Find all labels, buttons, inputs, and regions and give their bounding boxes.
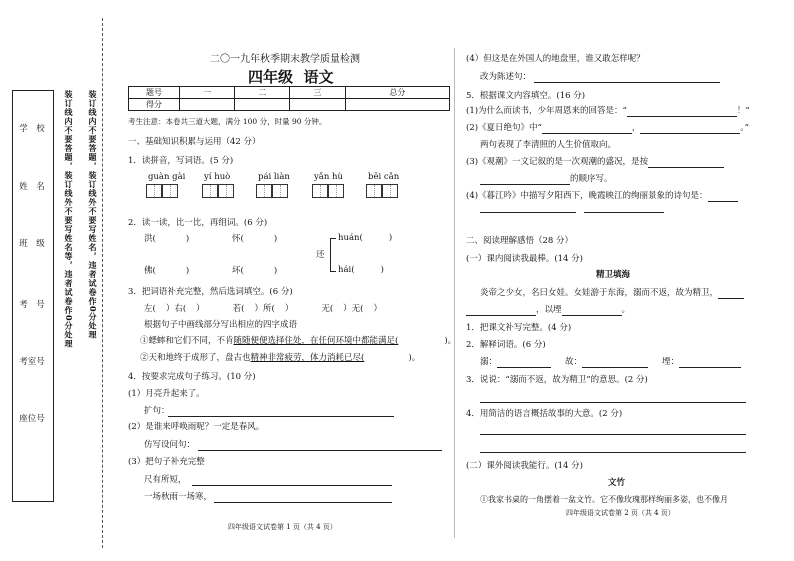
q2-char-b-close: ) (273, 234, 278, 244)
binder-field-class: 班 级 (19, 239, 45, 249)
binder-field-seat: 座位号 (19, 414, 45, 424)
char-box[interactable] (382, 184, 398, 198)
reading-q4-answer-line-1[interactable] (480, 434, 746, 435)
q2-char-a (144, 234, 189, 245)
exam-notice: 考生注意：本卷共三道大题，满分 100 分，时量 90 分钟。 (128, 117, 327, 126)
q4-2-answer-line[interactable] (198, 450, 442, 451)
question-1: 1．读拼音，写词语。(5 分) (128, 156, 234, 166)
binder-field-exam-number: 考 号 (19, 300, 45, 310)
q2-char-d-text: 坏( (232, 266, 244, 276)
score-cell[interactable] (180, 99, 235, 111)
q5-2-close: 。” (740, 123, 750, 133)
q2-char-a-text: 洪( (144, 234, 156, 244)
binder-warning-2: 装订线内不要答题，装订线外不要写姓名，违者试卷作0分处理 (88, 90, 98, 340)
binder-strip (8, 60, 108, 530)
q2-huan-char: 还 (316, 250, 325, 260)
q3-s2-close: )。 (408, 353, 421, 363)
char-box[interactable] (256, 184, 272, 198)
q3-word-part: 无( (321, 304, 334, 314)
word-gu: 故： (565, 357, 583, 367)
q3-word-part: ）右( (165, 304, 187, 314)
q3-sentence-1 (140, 336, 456, 347)
q3-word-part: ）无( (343, 304, 364, 314)
score-cell[interactable] (235, 99, 290, 111)
q2-huan1-close: ) (388, 233, 393, 243)
q3-sentence-2 (140, 353, 420, 364)
q2-huan-2 (338, 265, 384, 276)
q3-word-part: 左( (144, 304, 156, 314)
question-4: 4．按要求完成句子练习。(10 分) (128, 372, 256, 382)
q3-word-part: 若( (232, 304, 245, 314)
char-box[interactable] (162, 184, 178, 198)
q5-4-blank-3[interactable] (584, 212, 664, 213)
binder-field-name: 姓 名 (19, 182, 45, 192)
q2-char-c-close: ) (185, 266, 190, 276)
score-header: 一 (180, 87, 235, 99)
score-table (128, 86, 450, 111)
q4-3-a-answer-line[interactable] (192, 485, 392, 486)
q3-word-part: ） (196, 304, 205, 314)
binder-fields-box (12, 90, 54, 502)
word-yin-blank[interactable] (679, 367, 741, 368)
pinyin-4: yǎn hù (314, 172, 343, 182)
score-cell[interactable] (345, 99, 449, 111)
q5-3-close: 的顺序写。 (570, 174, 613, 184)
score-header: 题号 (129, 87, 180, 99)
binder-warning-1: 装订线内不要答题，装订线外不要写姓名等，违者试卷作0分处理 (64, 90, 74, 349)
page-1-footer: 四年级语文试卷第 1 页（共 4 页） (228, 523, 337, 531)
q5-1 (466, 106, 750, 117)
essay-title: 文竹 (608, 478, 626, 488)
q4-1-answer-line[interactable] (168, 416, 394, 417)
score-row-label: 得分 (129, 99, 180, 111)
char-box[interactable] (146, 184, 162, 198)
q4-3-a: 尺有所短， (144, 475, 187, 485)
q2-brace (330, 238, 336, 272)
pinyin-grid-4[interactable] (312, 184, 344, 198)
score-header: 三 (290, 87, 345, 99)
poem-line-2-text: ，以堙 (536, 305, 562, 315)
reading-q4-answer-line-2[interactable] (480, 452, 746, 453)
poem-line-1-text: 炎帝之少女，名曰女娃。女娃游于东海，溺而不返，故为精卫， (480, 288, 719, 298)
q4-4-answer-line[interactable] (534, 82, 720, 83)
q3-word-part: ） (373, 304, 383, 314)
reading-q3-answer-line[interactable] (480, 402, 746, 403)
word-yin: 堙： (662, 357, 680, 367)
poem-blank-1[interactable] (718, 298, 744, 299)
pinyin-grid-5[interactable] (366, 184, 398, 198)
q5-4-blank-2[interactable] (480, 212, 576, 213)
q2-huan2-close: ) (380, 265, 384, 275)
binder-cut-line (102, 18, 103, 548)
pinyin-2: yí huò (204, 172, 231, 182)
page-2-footer: 四年级语文试卷第 2 页（共 4 页） (566, 509, 675, 517)
q2-char-b (232, 234, 277, 245)
pinyin-5: bēi cǎn (368, 172, 400, 182)
score-header: 总分 (345, 87, 449, 99)
q3-hint: 根据句子中画线部分写出相应的四字成语 (144, 320, 298, 330)
q4-1-label: 扩句： (144, 406, 170, 416)
binder-field-exam-room: 考室号 (19, 357, 45, 367)
q5-3 (466, 157, 724, 168)
exam-subtitle: 四年级 语文 (248, 68, 334, 86)
char-box[interactable] (366, 184, 382, 198)
q2-huan-1 (338, 233, 392, 244)
question-3: 3．把词语补充完整，然后选词填空。(6 分) (128, 287, 293, 297)
reading-sub-2: (二）课外阅读我能行。(14 分) (466, 461, 583, 471)
q2-huan2-text: hái( (338, 265, 355, 275)
q2-char-d-close: ) (273, 266, 278, 276)
score-cell[interactable] (290, 99, 345, 111)
pinyin-grid-3[interactable] (256, 184, 288, 198)
poem-line-2-end: 。 (621, 305, 631, 315)
word-gu-blank[interactable] (582, 367, 648, 368)
binder-field-school: 学 校 (19, 124, 45, 134)
q3-s2-lead: ②天和地终于成形了，盘古也 (140, 353, 251, 363)
q3-s1-underlined: 随随便便选择住处，在任何环境中都能满足( (233, 336, 399, 346)
poem-line-1 (480, 288, 744, 299)
q4-3-b: 一场秋雨一场寒， (144, 492, 213, 502)
q2-huan1-text: huán( (338, 233, 363, 243)
q5-2 (466, 123, 749, 134)
q3-s1-close: )。 (444, 336, 457, 346)
pinyin-grid-2[interactable] (202, 184, 234, 198)
exam-title: 二〇一九年秋季期末教学质量检测 (210, 54, 360, 65)
reading-q2-words (480, 357, 741, 368)
char-box[interactable] (312, 184, 328, 198)
q3-words (144, 304, 382, 315)
q2-char-d (232, 266, 277, 277)
q2-char-c (144, 266, 189, 277)
q3-s1-lead: ①蟋蟀和它们不同，不肯 (140, 336, 234, 346)
q3-s2-underlined: 精神非常疲劳，体力消耗已尽( (250, 353, 365, 363)
section-1-title: 一、基础知识积累与运用（42 分） (128, 137, 261, 147)
q5-1-blank[interactable] (627, 116, 737, 117)
section-2-title: 二、阅读理解感悟（28 分） (466, 236, 574, 246)
poem-blank-3[interactable] (562, 315, 622, 316)
q5-3-lead: (3)《观潮》一文记叙的是一次观潮的盛况，是按 (466, 157, 649, 167)
essay-line-1: ①我家书桌的一角摆着一盆文竹。它不像玫瑰那样绚丽多姿，也不像月 (480, 495, 728, 504)
q4-4: (4）但这是在外国人的地盘里，谁又敢怎样呢？ (466, 54, 645, 64)
reading-q4: 4．用简洁的语言概括故事的大意。(2 分) (466, 409, 623, 419)
pinyin-1: guàn gài (148, 172, 186, 182)
pinyin-3: pái liàn (258, 172, 290, 182)
char-box[interactable] (202, 184, 218, 198)
reading-sub-1: (一）课内阅读我最棒。(14 分) (466, 254, 583, 264)
q5-3-blank-1[interactable] (648, 167, 724, 168)
page-divider (454, 48, 455, 538)
q4-4-label: 改为陈述句： (480, 72, 532, 82)
q5-3-blank-2[interactable] (480, 184, 570, 185)
poem-title: 精卫填海 (596, 270, 631, 280)
char-box[interactable] (218, 184, 234, 198)
q4-3-b-answer-line[interactable] (214, 502, 392, 503)
q2-char-c-text: 佛( (144, 266, 156, 276)
q5-4-lead: (4)《暮江吟》中描写夕阳西下，晚霞映江的绚丽景象的诗句是： (466, 191, 708, 201)
reading-q3: 3．说说：“溺而不返，故为精卫”的意思。(2 分) (466, 375, 648, 385)
question-2: 2．读一读，比一比，再组词。(6 分) (128, 218, 268, 228)
q3-word-part: ）所( (254, 304, 275, 314)
q5-2-comma: ， (631, 123, 641, 133)
q5-1-lead: (1)为什么而读书，少年周恩来的回答是：“ (466, 106, 627, 116)
q2-char-a-close: ) (185, 234, 190, 244)
reading-q1: 1．把课文补写完整。(4 分) (466, 323, 572, 333)
q3-word-part: ） (284, 304, 294, 314)
char-box[interactable] (272, 184, 288, 198)
q5-4-blank-1[interactable] (708, 201, 738, 202)
pinyin-grid-1[interactable] (146, 184, 178, 198)
q4-1: (1）月亮升起来了。 (128, 389, 205, 399)
poem-blank-2[interactable] (466, 315, 536, 316)
q5-2-blank-2[interactable] (640, 133, 740, 134)
word-ni-blank[interactable] (497, 367, 551, 368)
reading-q2: 2．解释词语。(6 分) (466, 340, 546, 350)
poem-line-2 (466, 305, 630, 316)
q5-2-note: 两句表现了李清照的人生价值取向。 (480, 140, 617, 150)
q4-2: (2）是谁来呼唤雨呢？一定是春风。 (128, 422, 265, 432)
q5-1-close: ！” (736, 106, 750, 116)
q4-2-label: 仿写设问句： (144, 440, 196, 450)
q5-2-lead: (2)《夏日绝句》中“ (466, 123, 542, 133)
q5-2-blank-1[interactable] (542, 133, 632, 134)
q2-char-b-text: 怀( (232, 234, 244, 244)
score-header: 二 (235, 87, 290, 99)
char-box[interactable] (328, 184, 344, 198)
q5-3-cont (480, 174, 613, 185)
q4-3: (3）把句子补充完整 (128, 457, 205, 467)
q5-4 (466, 191, 738, 202)
word-ni: 溺： (480, 357, 498, 367)
question-5: 5．根据课文内容填空。(16 分) (466, 91, 586, 101)
